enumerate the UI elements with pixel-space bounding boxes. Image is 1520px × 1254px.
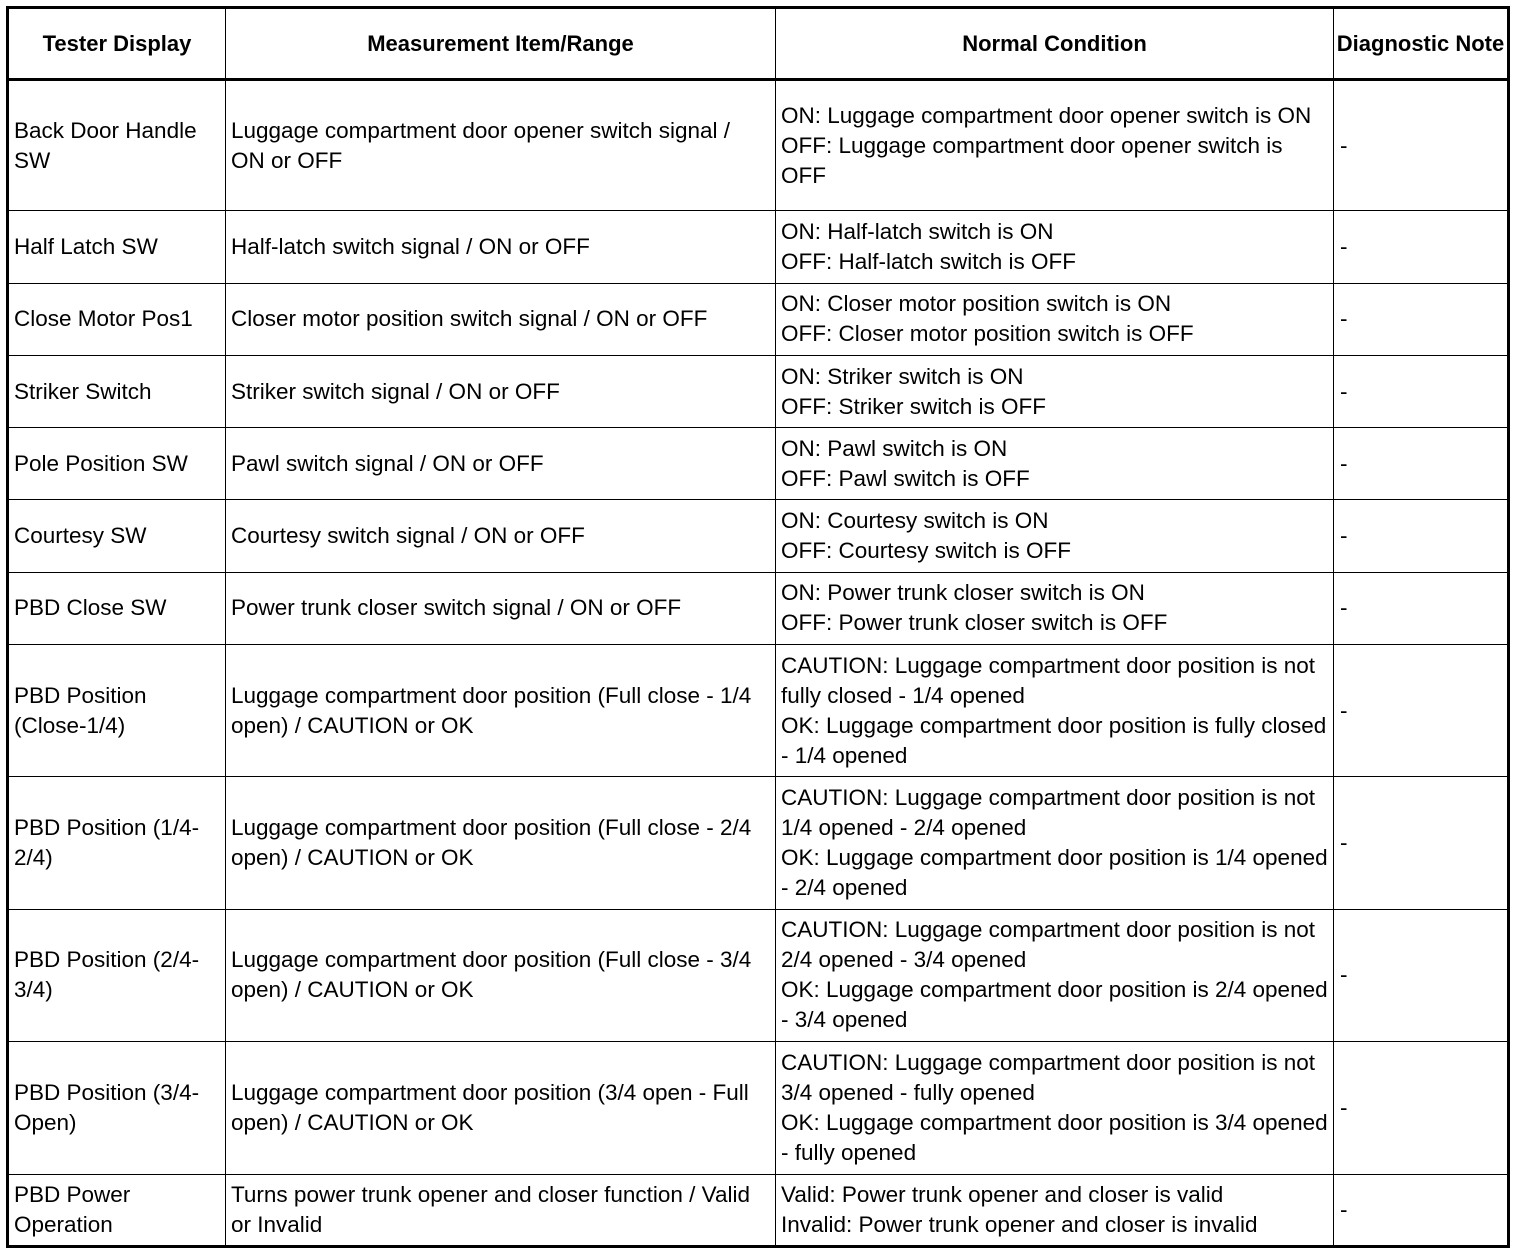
normal-condition-line: CAUTION: Luggage compartment door position is not 3/4 opened - fully opened [781,1049,1316,1105]
normal-condition-line: OFF: Striker switch is OFF [781,393,1047,419]
normal-condition-cell [776,909,1334,1041]
diagnostic-note-cell: - [1334,1042,1509,1174]
measurement-cell: Luggage compartment door position (3/4 open - Full open) / CAUTION or OK [226,1042,776,1174]
table-row [8,355,1509,427]
normal-condition-line: OFF: Luggage compartment door opener switch is OFF [781,132,1283,188]
normal-condition-line: OK: Luggage compartment door position is 2/4 opened - 3/4 opened [781,977,1328,1033]
table-row [8,644,1509,776]
normal-condition-line: OFF: Closer motor position switch is OFF [781,321,1194,347]
normal-condition-line: OK: Luggage compartment door position is 1/4 opened - 2/4 opened [781,845,1328,901]
tester-display-cell: PBD Close SW [8,572,226,644]
normal-condition-cell [776,1042,1334,1174]
measurement-cell: Closer motor position switch signal / ON or OFF [226,283,776,355]
header-normal-condition: Normal Condition [776,8,1334,80]
diagnostic-note-cell: - [1334,500,1509,572]
normal-condition-line: ON: Striker switch is ON [781,363,1024,389]
tester-display-cell: Striker Switch [8,355,226,427]
measurement-cell: Turns power trunk opener and closer function / Valid or Invalid [226,1174,776,1246]
diagnostic-note-cell: - [1334,777,1509,909]
normal-condition-cell [776,428,1334,500]
table-row [8,211,1509,283]
diagnostic-note-cell: - [1334,428,1509,500]
normal-condition-line: OK: Luggage compartment door position is 3/4 opened - fully opened [781,1109,1328,1165]
tester-display-cell: PBD Power Operation [8,1174,226,1246]
tester-display-cell: PBD Position (3/4-Open) [8,1042,226,1174]
normal-condition-cell [776,777,1334,909]
measurement-cell: Power trunk closer switch signal / ON or OFF [226,572,776,644]
normal-condition-cell [776,572,1334,644]
table-row [8,500,1509,572]
normal-condition-line: CAUTION: Luggage compartment door position is not 2/4 opened - 3/4 opened [781,917,1316,973]
header-tester-display: Tester Display [8,8,226,80]
measurement-cell: Striker switch signal / ON or OFF [226,355,776,427]
tester-display-cell: PBD Position (2/4-3/4) [8,909,226,1041]
measurement-cell: Luggage compartment door opener switch signal / ON or OFF [226,80,776,211]
normal-condition-line: OFF: Pawl switch is OFF [781,465,1030,491]
normal-condition-line: ON: Courtesy switch is ON [781,507,1049,533]
normal-condition-line: OFF: Courtesy switch is OFF [781,537,1072,563]
table-row [8,909,1509,1041]
diagnostic-note-cell: - [1334,644,1509,776]
tester-display-cell: Courtesy SW [8,500,226,572]
diagnostic-note-cell: - [1334,283,1509,355]
header-measurement-item: Measurement Item/Range [226,8,776,80]
measurement-cell: Luggage compartment door position (Full close - 2/4 open) / CAUTION or OK [226,777,776,909]
diagnostic-note-cell: - [1334,80,1509,211]
table-row [8,572,1509,644]
tester-display-cell: PBD Position (Close-1/4) [8,644,226,776]
normal-condition-cell [776,1174,1334,1246]
tester-display-cell: Close Motor Pos1 [8,283,226,355]
tester-display-cell: Pole Position SW [8,428,226,500]
normal-condition-line: OFF: Power trunk closer switch is OFF [781,610,1168,636]
header-row [8,8,1509,80]
diagnostic-note-cell: - [1334,211,1509,283]
normal-condition-line: ON: Pawl switch is ON [781,435,1008,461]
data-table [6,6,1510,1248]
normal-condition-cell [776,355,1334,427]
diagnostic-note-cell: - [1334,355,1509,427]
table-row [8,428,1509,500]
normal-condition-line: ON: Closer motor position switch is ON [781,291,1172,317]
normal-condition-line: ON: Half-latch switch is ON [781,219,1054,245]
table-row [8,777,1509,909]
normal-condition-cell [776,644,1334,776]
table-row [8,283,1509,355]
measurement-cell: Pawl switch signal / ON or OFF [226,428,776,500]
table-row [8,1174,1509,1246]
diagnostic-note-cell: - [1334,909,1509,1041]
normal-condition-line: CAUTION: Luggage compartment door position is not 1/4 opened - 2/4 opened [781,785,1316,841]
normal-condition-line: Invalid: Power trunk opener and closer is invalid [781,1211,1258,1237]
table-row [8,80,1509,211]
normal-condition-line: ON: Power trunk closer switch is ON [781,580,1145,606]
diagnostic-note-cell: - [1334,572,1509,644]
measurement-cell: Luggage compartment door position (Full close - 1/4 open) / CAUTION or OK [226,644,776,776]
normal-condition-cell [776,80,1334,211]
normal-condition-line: Valid: Power trunk opener and closer is valid [781,1181,1224,1207]
normal-condition-line: ON: Luggage compartment door opener switch is ON [781,102,1312,128]
normal-condition-cell [776,211,1334,283]
normal-condition-cell [776,283,1334,355]
table-row [8,1042,1509,1174]
normal-condition-line: OK: Luggage compartment door position is fully closed - 1/4 opened [781,712,1327,768]
normal-condition-cell [776,500,1334,572]
measurement-cell: Half-latch switch signal / ON or OFF [226,211,776,283]
tester-display-cell: PBD Position (1/4-2/4) [8,777,226,909]
normal-condition-line: OFF: Half-latch switch is OFF [781,249,1077,275]
tester-display-cell: Back Door Handle SW [8,80,226,211]
diagnostic-note-cell: - [1334,1174,1509,1246]
header-diagnostic-note: Diagnostic Note [1334,8,1509,80]
measurement-cell: Courtesy switch signal / ON or OFF [226,500,776,572]
tester-display-cell: Half Latch SW [8,211,226,283]
measurement-cell: Luggage compartment door position (Full close - 3/4 open) / CAUTION or OK [226,909,776,1041]
normal-condition-line: CAUTION: Luggage compartment door position is not fully closed - 1/4 opened [781,652,1316,708]
